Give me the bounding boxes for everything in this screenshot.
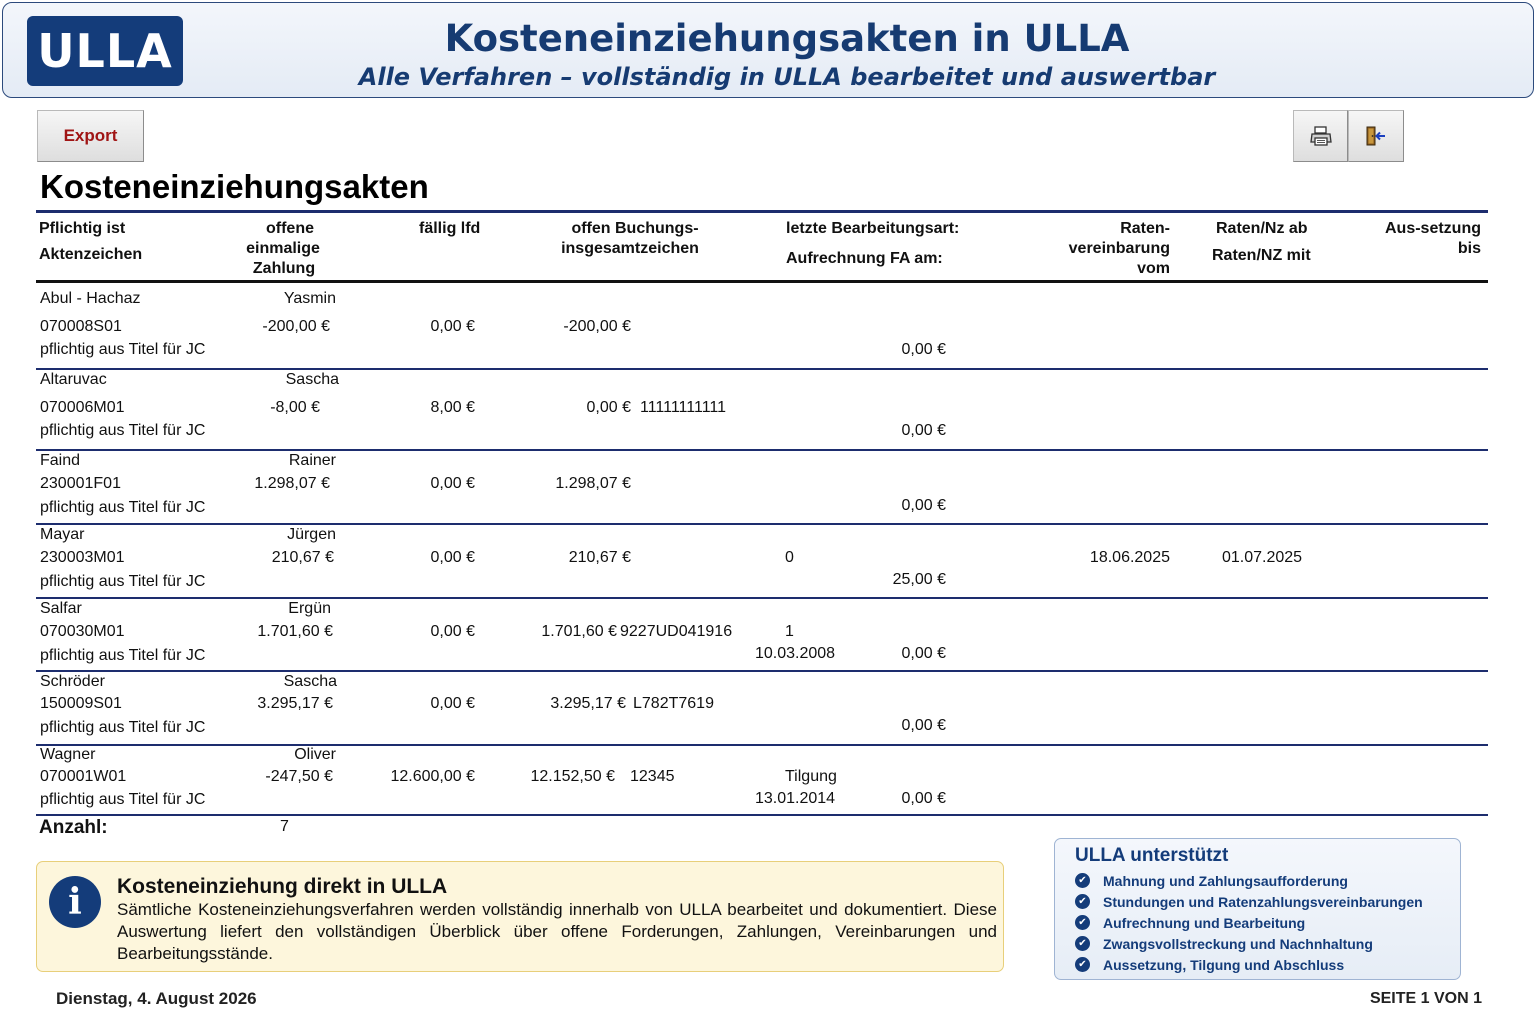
column-header-aufrechnung: Aufrechnung FA am: <box>786 250 943 267</box>
support-item <box>1075 912 1423 933</box>
table-bottom-rule <box>36 814 1488 816</box>
row-offen-insgesamt: 1.701,60 € <box>541 623 617 640</box>
row-offene-zahlung: -200,00 € <box>262 318 330 335</box>
info-title: Kosteneinziehung direkt in ULLA <box>117 875 448 898</box>
support-item <box>1075 891 1423 912</box>
row-aktenzeichen: 230003M01 <box>40 549 125 566</box>
check-icon: ✔ <box>1075 915 1090 930</box>
row-offen-insgesamt: 1.298,07 € <box>555 475 631 492</box>
row-first-name: Sascha <box>285 371 339 388</box>
table-header-rule <box>36 280 1488 283</box>
exit-button[interactable] <box>1348 110 1404 162</box>
row-offen-insgesamt: 3.295,17 € <box>550 695 626 712</box>
column-header-aussetzung-line1: Aus-setzung <box>1385 220 1481 237</box>
support-item-label: Aussetzung, Tilgung und Abschluss <box>1103 956 1345 973</box>
column-header-aussetzung-line2: bis <box>1457 240 1481 257</box>
row-offen-insgesamt: 210,67 € <box>568 549 631 566</box>
row-offen-insgesamt: 12.152,50 € <box>530 768 615 785</box>
row-aufrechnung: 25,00 € <box>892 571 946 588</box>
info-box <box>36 861 1004 972</box>
row-aufrechnung: 0,00 € <box>901 341 946 358</box>
row-pflichtig-typ: pflichtig aus Titel für JC <box>40 791 206 808</box>
row-bearbeitung-datum: 13.01.2014 <box>755 790 836 807</box>
info-text: Sämtliche Kosteneinziehungsverfahren werden vollständig innerhalb von ULLA bearbeitet und dokumentiert. Diese Auswertung liefert den vollständigen Überblick über offene Forderungen, Zahlungen, Vereinbarungen und Bearbeitungsstände. <box>117 900 997 963</box>
row-pflichtig-typ: pflichtig aus Titel für JC <box>40 341 206 358</box>
column-header-raten-line1: Raten- <box>1120 220 1170 237</box>
support-item-label: Stundungen und Ratenzahlungsvereinbarungen <box>1103 893 1423 910</box>
page-title: Kosteneinziehungsakten <box>40 168 429 205</box>
row-last-name: Mayar <box>40 526 85 543</box>
row-aktenzeichen: 230001F01 <box>40 475 121 492</box>
export-button[interactable]: Export <box>37 110 144 162</box>
row-offen-insgesamt: -200,00 € <box>563 318 631 335</box>
row-buchungszeichen: 9227UD041916 <box>620 623 733 640</box>
check-icon: ✔ <box>1075 936 1090 951</box>
check-icon: ✔ <box>1075 894 1090 909</box>
column-header-offen-line1: offen Buchungs- <box>571 220 699 237</box>
column-header-faellig: fällig lfd <box>419 220 481 237</box>
row-faellig: 0,00 € <box>430 475 475 492</box>
check-icon: ✔ <box>1075 873 1090 888</box>
row-offene-zahlung: -8,00 € <box>270 399 320 416</box>
row-offen-insgesamt: 0,00 € <box>586 399 631 416</box>
support-item <box>1075 933 1423 954</box>
row-pflichtig-typ: pflichtig aus Titel für JC <box>40 499 206 516</box>
footer-date: Dienstag, 4. August 2026 <box>56 989 257 1008</box>
row-first-name: Oliver <box>294 746 336 763</box>
row-first-name: Ergün <box>288 600 331 617</box>
row-bearbeitungsart: Tilgung <box>785 768 837 785</box>
row-aktenzeichen: 150009S01 <box>40 695 122 712</box>
row-aktenzeichen: 070008S01 <box>40 318 122 335</box>
column-header-letzte-bearbeitungsart: letzte Bearbeitungsart: <box>786 220 960 237</box>
column-header-aktenzeichen: Aktenzeichen <box>39 246 143 263</box>
row-aktenzeichen: 070030M01 <box>40 623 125 640</box>
row-buchungszeichen: L782T7619 <box>633 695 714 712</box>
column-header-offene-line1: offene <box>266 220 314 237</box>
row-aufrechnung: 0,00 € <box>901 497 946 514</box>
row-bearbeitungsart: 1 <box>785 623 794 640</box>
printer-icon <box>1309 125 1333 147</box>
row-faellig: 0,00 € <box>430 695 475 712</box>
row-pflichtig-typ: pflichtig aus Titel für JC <box>40 422 206 439</box>
row-faellig: 12.600,00 € <box>390 768 475 785</box>
row-aktenzeichen: 070001W01 <box>40 768 127 785</box>
row-aufrechnung: 0,00 € <box>901 790 946 807</box>
header-subtitle: Alle Verfahren – vollständig in ULLA bearbeitet und auswertbar <box>358 63 1216 91</box>
row-last-name: Abul - Hachaz <box>40 290 141 307</box>
footer-page-number: SEITE 1 VON 1 <box>1369 990 1482 1007</box>
row-last-name: Faind <box>40 452 81 469</box>
row-buchungszeichen: 11111111111 <box>640 399 727 416</box>
column-header-offene-line2: einmalige <box>246 240 320 257</box>
column-header-offen-line2: insgesamtzeichen <box>561 240 699 257</box>
row-offene-zahlung: 210,67 € <box>271 549 334 566</box>
count-label: Anzahl: <box>39 817 108 838</box>
column-header-raten-line3: vom <box>1137 260 1170 277</box>
support-title: ULLA unterstützt <box>1075 845 1229 866</box>
row-first-name: Yasmin <box>283 290 336 307</box>
row-aufrechnung: 0,00 € <box>901 717 946 734</box>
row-first-name: Sascha <box>283 673 337 690</box>
row-faellig: 0,00 € <box>430 318 475 335</box>
row-last-name: Schröder <box>40 673 105 690</box>
row-offene-zahlung: 1.701,60 € <box>257 623 333 640</box>
row-last-name: Wagner <box>40 746 96 763</box>
row-faellig: 0,00 € <box>430 623 475 640</box>
row-first-name: Rainer <box>288 452 336 469</box>
support-item-label: Aufrechnung und Bearbeitung <box>1103 914 1306 931</box>
row-aufrechnung: 0,00 € <box>901 645 946 662</box>
row-buchungszeichen: 12345 <box>630 768 675 785</box>
row-first-name: Jürgen <box>287 526 336 543</box>
print-button[interactable] <box>1293 110 1348 162</box>
count-value: 7 <box>280 818 289 835</box>
row-aufrechnung: 0,00 € <box>901 422 946 439</box>
row-offene-zahlung: 3.295,17 € <box>257 695 333 712</box>
row-last-name: Altaruvac <box>40 371 107 388</box>
support-item-label: Mahnung und Zahlungsaufforderung <box>1103 872 1348 889</box>
support-item <box>1075 870 1423 891</box>
header-title: Kosteneinziehungsakten in ULLA <box>444 17 1130 60</box>
row-pflichtig-typ: pflichtig aus Titel für JC <box>40 573 206 590</box>
row-faellig: 8,00 € <box>430 399 475 416</box>
support-list <box>1075 870 1423 975</box>
exit-door-icon <box>1365 126 1387 146</box>
row-bearbeitung-datum: 10.03.2008 <box>755 645 836 662</box>
support-item-label: Zwangsvollstreckung und Nachnhaltung <box>1103 935 1373 952</box>
table-top-rule <box>36 210 1488 213</box>
row-ratennz-ab: 01.07.2025 <box>1222 549 1303 566</box>
row-ratenvereinbarung-vom: 18.06.2025 <box>1089 549 1170 566</box>
ulla-logo: ULLA <box>27 16 183 86</box>
row-bearbeitungsart: 0 <box>785 549 794 566</box>
row-last-name: Salfar <box>40 600 82 617</box>
row-offene-zahlung: 1.298,07 € <box>254 475 330 492</box>
column-header-ratennz-ab: Raten/Nz ab <box>1216 220 1308 237</box>
info-icon: i <box>49 876 101 928</box>
support-item <box>1075 954 1423 975</box>
column-header-raten-line2: vereinbarung <box>1068 240 1170 257</box>
row-aktenzeichen: 070006M01 <box>40 399 125 416</box>
row-offene-zahlung: -247,50 € <box>265 768 333 785</box>
row-pflichtig-typ: pflichtig aus Titel für JC <box>40 719 206 736</box>
support-box <box>1054 838 1461 980</box>
report-header <box>2 2 1534 98</box>
column-header-pflichtig: Pflichtig ist <box>39 220 126 237</box>
column-header-offene-line3: Zahlung <box>252 260 316 277</box>
check-icon: ✔ <box>1075 957 1090 972</box>
column-header-ratennz-mit: Raten/NZ mit <box>1212 247 1311 264</box>
row-faellig: 0,00 € <box>430 549 475 566</box>
row-pflichtig-typ: pflichtig aus Titel für JC <box>40 647 206 664</box>
